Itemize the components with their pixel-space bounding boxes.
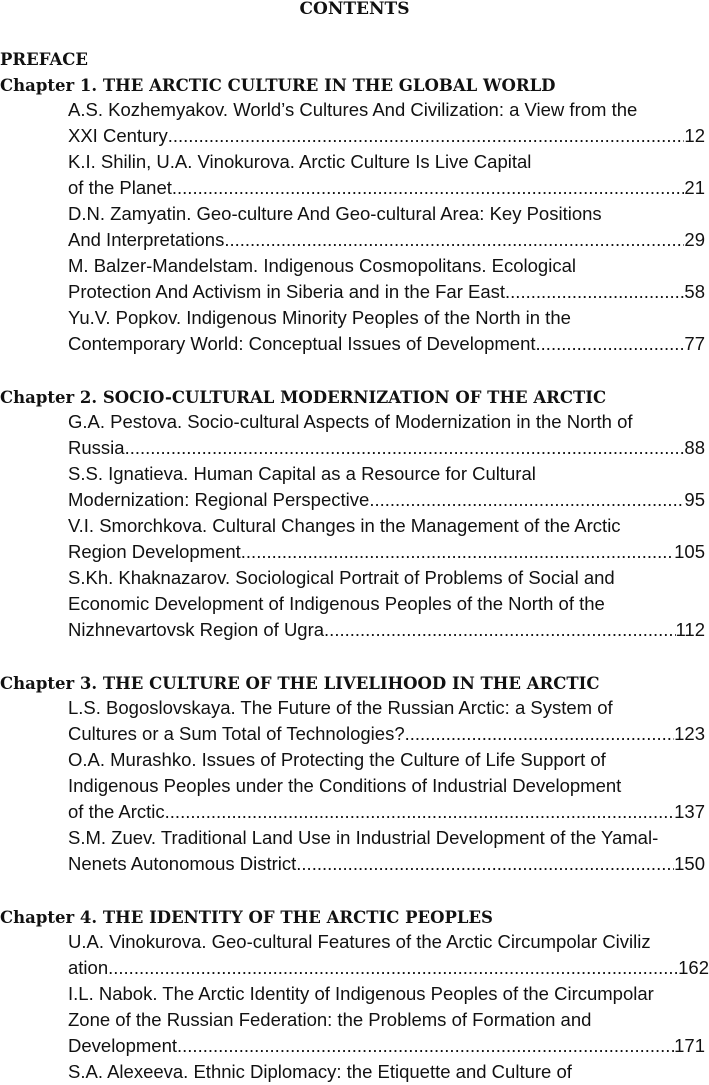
entry-line: S.S. Ignatieva. Human Capital as a Resource for Cultural [68, 463, 536, 484]
entry-text: Cultures or a Sum Total of Technologies? [68, 723, 405, 744]
entry-last-line [68, 617, 705, 643]
dot-leader [405, 721, 675, 747]
toc-entry [68, 97, 709, 149]
dot-leader [224, 227, 684, 253]
preface-heading: PREFACE [0, 50, 88, 69]
entry-last-line [68, 227, 705, 253]
entry-line: O.A. Murashko. Issues of Protecting the Culture of Life Support of [68, 749, 606, 770]
page-number: 95 [684, 489, 705, 510]
entry-last-line [68, 279, 705, 305]
entry-line: I.L. Nabok. The Arctic Identity of Indigenous Peoples of the Circumpolar [68, 983, 654, 1004]
page-number: 137 [674, 801, 705, 822]
page-title: CONTENTS [299, 0, 410, 19]
page-number: 58 [684, 281, 705, 302]
dot-leader [324, 617, 675, 643]
toc-entry [68, 201, 709, 253]
dot-leader [369, 487, 684, 513]
dot-leader [125, 435, 685, 461]
entry-text: of the Planet [68, 177, 172, 198]
entry-text: Development [68, 1035, 178, 1056]
entry-line: A.S. Kozhemyakov. World’s Cultures And Civilization: a View from the [68, 99, 638, 120]
toc-entry [68, 305, 709, 357]
entry-text: Contemporary World: Conceptual Issues of Development [68, 333, 536, 354]
entry-last-line [68, 487, 705, 513]
page-number: 171 [674, 1035, 705, 1056]
entry-line: U.A. Vinokurova. Geo-cultural Features of the Arctic Circumpolar Civiliz [68, 931, 651, 952]
chapter-2-heading: Chapter 2. SOCIO-CULTURAL MODERNIZATION OF THE ARCTIC [0, 388, 607, 407]
entry-last-line [68, 175, 705, 201]
entry-last-line [68, 539, 705, 565]
page-number: 88 [684, 437, 705, 458]
entry-last-line [68, 331, 705, 357]
entry-text: Protection And Activism in Siberia and in the Far East [68, 281, 506, 302]
entry-line: Zone of the Russian Federation: the Problems of Formation and [68, 1009, 592, 1030]
toc-entry [68, 461, 709, 513]
dot-leader [505, 279, 684, 305]
entry-last-line [68, 721, 705, 747]
entry-text: Nizhnevartovsk Region of Ugra [68, 619, 325, 640]
toc-entry [68, 1059, 709, 1085]
entry-line: Indigenous Peoples under the Conditions of Industrial Development [68, 775, 622, 796]
entry-text: XXI Century [68, 125, 168, 146]
entry-line: G.A. Pestova. Socio-cultural Aspects of Modernization in the North of [68, 411, 633, 432]
entry-line: M. Balzer-Mandelstam. Indigenous Cosmopolitans. Ecological [68, 255, 576, 276]
entry-last-line [68, 435, 705, 461]
entry-last-line [68, 123, 705, 149]
entry-line: Yu.V. Popkov. Indigenous Minority Peoples of the North in the [68, 307, 571, 328]
toc-entry [68, 253, 709, 305]
dot-leader [177, 1033, 674, 1059]
dot-leader [165, 799, 674, 825]
chapter-1-heading: Chapter 1. THE ARCTIC CULTURE IN THE GLOBAL WORLD [0, 76, 556, 95]
entry-line: K.I. Shilin, U.A. Vinokurova. Arctic Culture Is Live Capital [68, 151, 532, 172]
page-number: 77 [684, 333, 705, 354]
entry-last-line [68, 851, 705, 877]
entry-text: ation [68, 957, 109, 978]
toc-entry [68, 825, 709, 877]
page-number: 12 [684, 125, 705, 146]
entry-last-line [68, 955, 709, 981]
entry-line: Economic Development of Indigenous Peoples of the North of the [68, 593, 605, 614]
toc-entry [68, 409, 709, 461]
entry-line: S.M. Zuev. Traditional Land Use in Industrial Development of the Yamal- [68, 827, 659, 848]
chapter-3-heading: Chapter 3. THE CULTURE OF THE LIVELIHOOD IN THE ARCTIC [0, 674, 600, 693]
chapter-4-heading: Chapter 4. THE IDENTITY OF THE ARCTIC PEOPLES [0, 908, 493, 927]
dot-leader [172, 175, 685, 201]
toc-entry [68, 695, 709, 747]
page-number: 150 [674, 853, 705, 874]
page-number: 21 [684, 177, 705, 198]
dot-leader [536, 331, 685, 357]
toc-entry [68, 981, 709, 1059]
page-number: 29 [684, 229, 705, 250]
dot-leader [296, 851, 674, 877]
dot-leader [168, 123, 685, 149]
toc-entry [68, 149, 709, 201]
toc-entry [68, 513, 709, 565]
entry-line: S.A. Alexeeva. Ethnic Diplomacy: the Etiquette and Culture of [68, 1061, 572, 1082]
toc-entry [68, 565, 709, 643]
toc-entry [68, 747, 709, 825]
entry-line: S.Kh. Khaknazarov. Sociological Portrait of Problems of Social and [68, 567, 615, 588]
dot-leader [241, 539, 674, 565]
entry-text: And Interpretations [68, 229, 225, 250]
page-number: 123 [674, 723, 705, 744]
entry-text: Region Development [68, 541, 241, 562]
entry-line: D.N. Zamyatin. Geo-culture And Geo-cultural Area: Key Positions [68, 203, 602, 224]
entry-line: V.I. Smorchkova. Cultural Changes in the Management of the Arctic [68, 515, 621, 536]
page-number: 105 [674, 541, 705, 562]
entry-last-line [68, 1033, 705, 1059]
entry-text: Nenets Autonomous District [68, 853, 297, 874]
entry-last-line [68, 799, 705, 825]
page-number: 162 [678, 957, 709, 978]
entry-text: Modernization: Regional Perspective [68, 489, 370, 510]
dot-leader [108, 955, 678, 981]
toc-entry [68, 929, 709, 981]
entry-text: Russia [68, 437, 125, 458]
entry-line: L.S. Bogoslovskaya. The Future of the Russian Arctic: a System of [68, 697, 613, 718]
page-number: 112 [675, 619, 705, 640]
entry-text: of the Arctic [68, 801, 165, 822]
